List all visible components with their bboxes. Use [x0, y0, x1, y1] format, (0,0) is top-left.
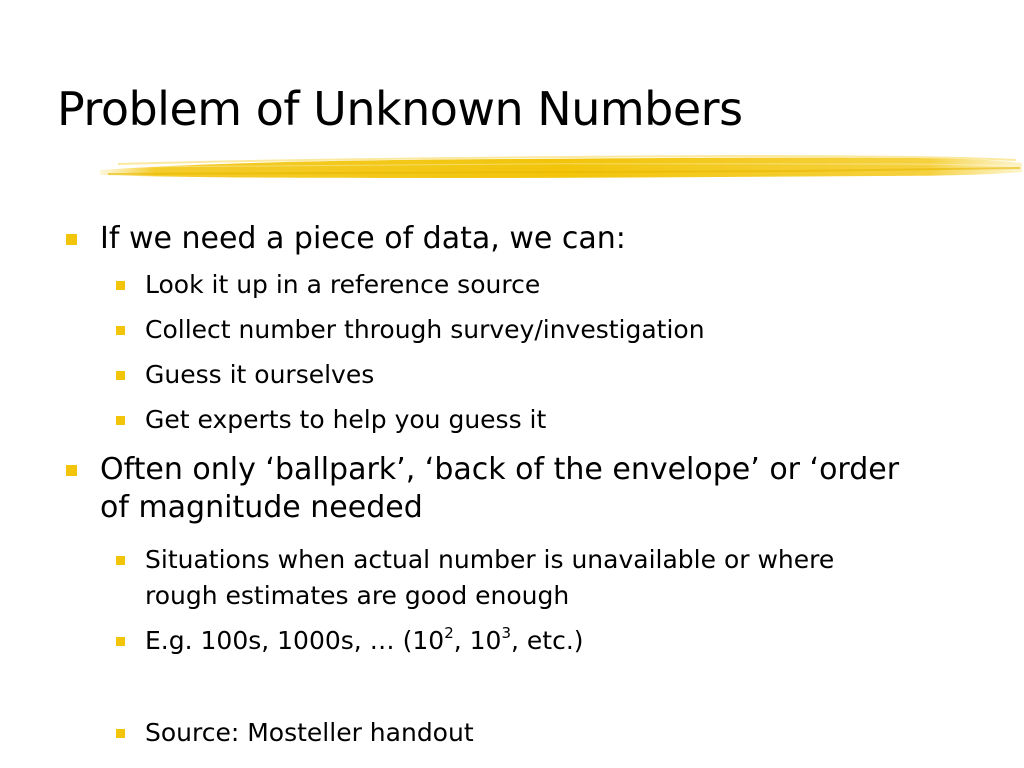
bullet-marker — [116, 556, 125, 565]
bullet-level1: If we need a piece of data, we can: — [100, 221, 626, 256]
bullet-level2: Guess it ourselves — [145, 360, 375, 389]
bullet-marker — [116, 326, 125, 335]
bullet-level2: Situations when actual number is unavailable or where rough estimates are good enough — [145, 545, 835, 610]
bullet-marker — [116, 371, 125, 380]
bullet-level2: Look it up in a reference source — [145, 270, 541, 299]
bullet-level1: Often only ‘ballpark’, ‘back of the envelope’ or ‘order of magnitude needed — [100, 452, 900, 525]
bullet-marker — [116, 729, 125, 738]
example-text: , etc.) — [511, 626, 584, 655]
bullet-level2: Get experts to help you guess it — [145, 405, 547, 434]
bullet-marker — [116, 416, 125, 425]
superscript-exponent: 3 — [501, 624, 512, 643]
bullet-level2-source: Source: Mosteller handout — [145, 718, 474, 747]
superscript-exponent: 2 — [444, 624, 454, 643]
bullet-marker — [116, 637, 125, 646]
example-text: E.g. 100s, 1000s, … (10 — [145, 626, 445, 655]
example-text: , 10 — [453, 626, 502, 655]
slide-title: Problem of Unknown Numbers — [57, 82, 743, 136]
bullet-marker — [116, 281, 125, 290]
bullet-level2: Collect number through survey/investigation — [145, 315, 705, 344]
bullet-marker — [66, 465, 77, 476]
bullet-level2-example — [145, 623, 945, 659]
bullet-marker — [66, 234, 77, 245]
